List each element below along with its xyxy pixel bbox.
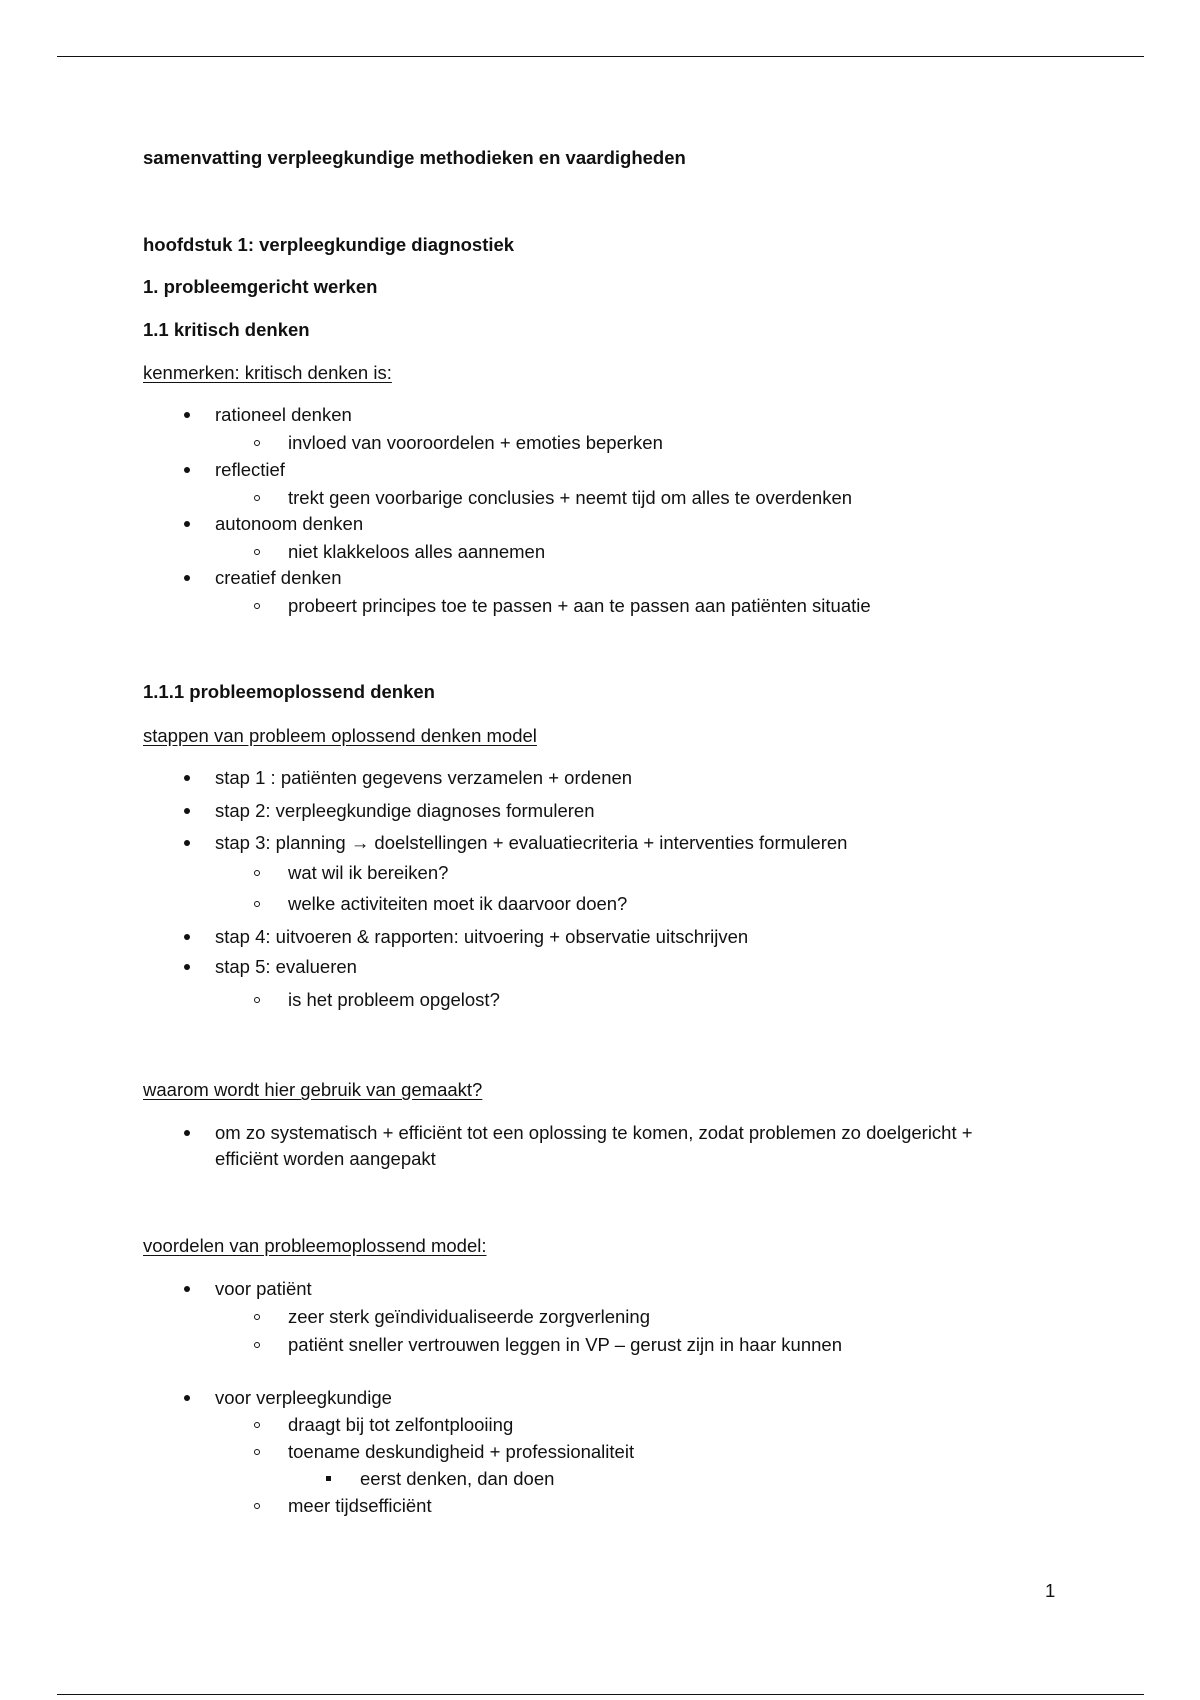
list-subitem: zeer sterk geïndividualiseerde zorgverlening [288,1306,650,1327]
advantages-heading: voordelen van probleemoplossend model: [143,1235,487,1256]
list-item: om zo systematisch + efficiënt tot een oplossing te komen, zodat problemen zo doelgericht + [215,1122,973,1143]
list-item: stap 4: uitvoeren & rapporten: uitvoering + observatie uitschrijven [215,926,749,947]
section-heading-1-1-1: 1.1.1 probleemoplossend denken [143,681,435,702]
steps-heading: stappen van probleem oplossend denken model [143,725,537,746]
list-subitem: welke activiteiten moet ik daarvoor doen? [288,893,628,914]
bullet-icon [184,1286,190,1292]
list-subitem: probeert principes toe te passen + aan te passen aan patiënten situatie [288,595,871,616]
list-subitem: draagt bij tot zelfontplooiing [288,1414,514,1435]
bullet-icon [184,521,190,527]
list-item: voor patiënt [215,1278,312,1299]
list-subitem: is het probleem opgelost? [288,989,500,1010]
list-item: voor verpleegkundige [215,1387,392,1408]
bullet-icon [184,808,190,814]
list-item: rationeel denken [215,404,352,425]
circle-bullet-icon [254,603,260,609]
list-subitem: meer tijdsefficiënt [288,1495,432,1516]
circle-bullet-icon [254,1449,260,1455]
list-subitem: invloed van vooroordelen + emoties beperken [288,432,663,453]
bullet-icon [184,775,190,781]
chapter-heading: hoofdstuk 1: verpleegkundige diagnostiek [143,234,515,255]
list-item: stap 2: verpleegkundige diagnoses formuleren [215,800,595,821]
list-item: stap 1 : patiënten gegevens verzamelen + ordenen [215,767,633,788]
bullet-icon [184,840,190,846]
list-item: stap 3: planning → doelstellingen + evaluatiecriteria + interventies formuleren [215,832,848,853]
bullet-icon [184,412,190,418]
bullet-icon [184,934,190,940]
section-heading-1: 1. probleemgericht werken [143,276,378,297]
bullet-icon [184,1395,190,1401]
list-item: creatief denken [215,567,342,588]
bullet-icon [184,964,190,970]
list-subitem: toename deskundigheid + professionaliteit [288,1441,635,1462]
list-subitem: trekt geen voorbarige conclusies + neemt tijd om alles te overdenken [288,487,853,508]
circle-bullet-icon [254,901,260,907]
list-item: autonoom denken [215,513,364,534]
list-item: reflectief [215,459,285,480]
circle-bullet-icon [254,549,260,555]
list-subitem: niet klakkeloos alles aannemen [288,541,546,562]
list-item: stap 5: evalueren [215,956,357,977]
bullet-icon [184,575,190,581]
circle-bullet-icon [254,1342,260,1348]
footer-rule [57,1694,1144,1695]
bullet-icon [184,1130,190,1136]
list-subitem: patiënt sneller vertrouwen leggen in VP – gerust zijn in haar kunnen [288,1334,842,1355]
header-rule [57,56,1144,57]
page-number: 1 [1045,1580,1056,1601]
bullet-icon [184,467,190,473]
circle-bullet-icon [254,997,260,1003]
circle-bullet-icon [254,1422,260,1428]
circle-bullet-icon [254,870,260,876]
circle-bullet-icon [254,1503,260,1509]
list-item-continuation: efficiënt worden aangepakt [215,1148,436,1169]
characteristics-heading: kenmerken: kritisch denken is: [143,362,392,383]
list-subitem: wat wil ik bereiken? [288,862,449,883]
section-heading-1-1: 1.1 kritisch denken [143,319,310,340]
circle-bullet-icon [254,1314,260,1320]
square-bullet-icon [326,1476,331,1481]
document-title: samenvatting verpleegkundige methodieken en vaardigheden [143,147,686,168]
circle-bullet-icon [254,495,260,501]
list-subsubitem: eerst denken, dan doen [360,1468,555,1489]
why-heading: waarom wordt hier gebruik van gemaakt? [143,1079,483,1100]
circle-bullet-icon [254,440,260,446]
